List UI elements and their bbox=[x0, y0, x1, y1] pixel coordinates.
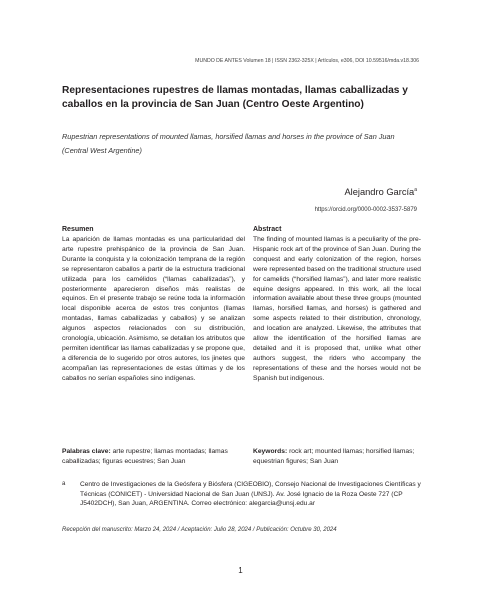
affiliation-mark: a bbox=[62, 481, 66, 487]
affiliation bbox=[62, 480, 424, 509]
keywords-en bbox=[253, 447, 421, 467]
keywords-en-text: rock art; mounted llamas; horsified llamas; equestrian figures; San Juan bbox=[253, 448, 415, 465]
author-name: Alejandro García bbox=[344, 187, 415, 198]
author-affil-mark: a bbox=[414, 187, 417, 193]
keywords-es-label: Palabras clave: bbox=[62, 448, 111, 455]
keywords-en-label: Keywords: bbox=[253, 448, 288, 455]
orcid-link[interactable]: https://orcid.org/0000-0002-3537-5879 bbox=[314, 207, 417, 213]
keywords-es bbox=[62, 447, 245, 467]
author-line bbox=[344, 187, 417, 197]
abstract-body: The finding of mounted llamas is a peculiarity of the pre-Hispanic rock art of the province of San Juan. During the conquest and early colonization of the region, horses were represented based on the traditional structure used for camelids (“horsified llamas”), and later more realistic equine designs appeared. In this work, all the local information available about these three groups (mounted llamas, horsified llamas, and horses) is gathered and some aspects related to their distribution, chronology, and location are analyzed. Likewise, the attributes that allow the identification of the horsified llamas are detailed and it is proposed that, unlike what other authors suggest, the riders who accompany the representations of these and the horses would not be Spanish but indigenous. bbox=[253, 236, 421, 382]
article-subtitle: Rupestrian representations of mounted llamas, horsified llamas and horses in the province of San Juan (Central West Argentine) bbox=[62, 132, 395, 156]
resumen-body: La aparición de llamas montadas es una particularidad del arte rupestre prehispánico de la provincia de San Juan. Durante la conquista y la colonización temprana de la región se representaron caballos a partir de la estructura tradicional utilizada para los camélidos (“llamas caballizadas”), y posteriormente aparecieron diseños más realistas de equinos. En el presente trabajo se reúne toda la información local disponible acerca de estos tres conjuntos (llamas montadas, llamas caballizadas y caballos) y se analizan algunos aspectos relacionados con su distribución, cronología, ubicación. Asimismo, se detallan los atributos que permiten identificar las llamas caballizadas y se propone que, a diferencia de lo sugerido por otros autores, los jinetes que acompañan las representaciones de estas últimas y de los caballos no serían españoles sino indígenas. bbox=[62, 236, 245, 382]
running-head: MUNDO DE ANTES Volumen 18 | ISSN 2362-325X | Artículos, e306, DOI 10.59516/mda.v18.306 bbox=[195, 58, 419, 64]
keywords-es-text: arte rupestre; llamas montadas; llamas caballizadas; figuras ecuestres; San Juan bbox=[62, 448, 228, 465]
affiliation-text: Centro de Investigaciones de la Geósfera y Biósfera (CIGEOBIO), Consejo Nacional de Investigaciones Científicas y Técnicas (CONICET) - Universidad Nacional de San Juan (UNSJ). Av. José Ignacio de la Roza Oeste 727 (CP J5402DCH), San Juan, ARGENTINA. Correo electrónico: alegarcia@unsj.edu.ar bbox=[80, 481, 421, 508]
page-number: 1 bbox=[238, 566, 243, 575]
publication-dates: Recepción del manuscrito: Marzo 24, 2024 / Aceptación: Julio 28, 2024 / Publicación: Octubre 30, 2024 bbox=[62, 527, 337, 533]
resumen-heading: Resumen bbox=[62, 226, 94, 233]
resumen-section bbox=[62, 226, 245, 384]
abstract-heading: Abstract bbox=[253, 226, 282, 233]
abstract-section bbox=[253, 226, 421, 384]
article-title: Representaciones rupestres de llamas montadas, llamas caballizadas y caballos en la provincia de San Juan (Centro Oeste Argentino) bbox=[62, 85, 408, 111]
